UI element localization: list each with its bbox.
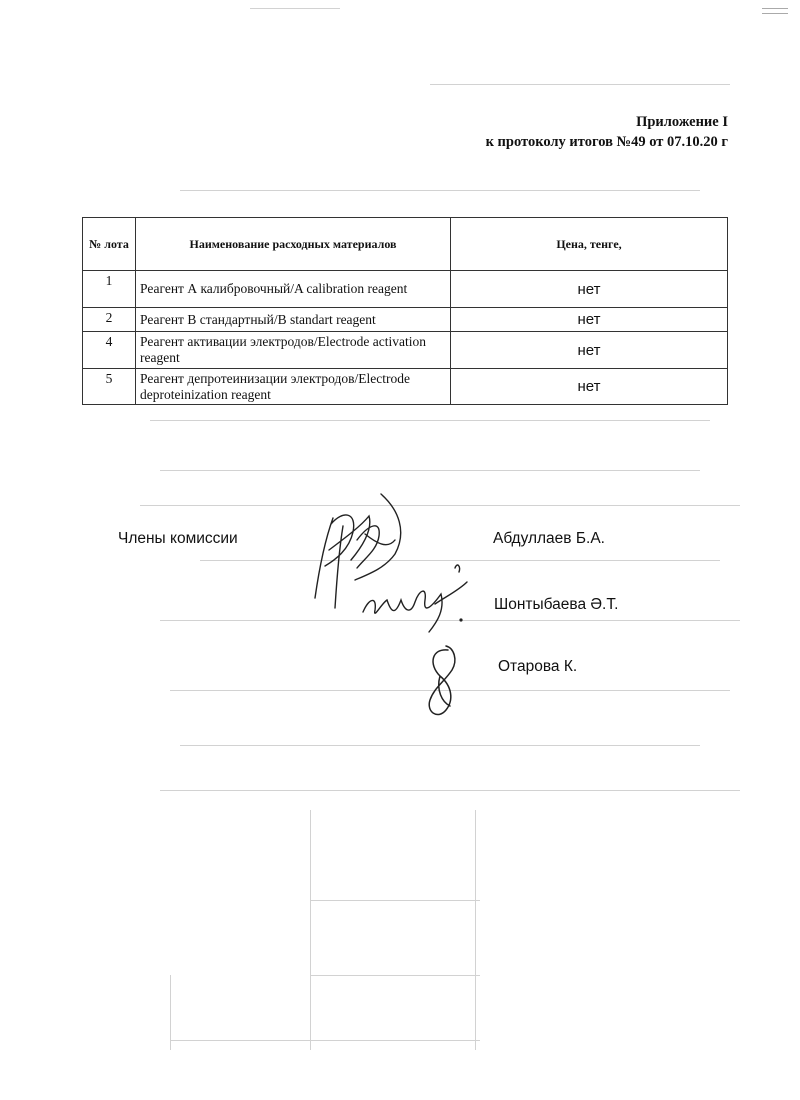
commission-label: Члены комиссии — [118, 530, 238, 547]
member-name: Отарова К. — [498, 658, 578, 675]
price-value: нет — [451, 271, 728, 308]
member-name: Абдуллаев Б.А. — [493, 530, 605, 547]
price-value: нет — [451, 369, 728, 405]
material-name: Реагент депротеинизации электродов/Electrode deproteinization reagent — [136, 369, 451, 405]
protocol-reference: к протоколу итогов №49 от 07.10.20 г — [485, 134, 728, 150]
table-row — [83, 369, 728, 405]
lot-number: 5 — [83, 369, 136, 405]
table-header-row — [83, 218, 728, 271]
lot-number: 4 — [83, 332, 136, 369]
table-row — [83, 271, 728, 308]
signature-shontybaeva — [355, 560, 475, 635]
material-name: Реагент активации электродов/Electrode activation reagent — [136, 332, 451, 369]
appendix-header — [486, 112, 728, 152]
appendix-title: Приложение I — [636, 114, 728, 130]
price-value: нет — [451, 332, 728, 369]
material-name: Реагент В стандартный/B standart reagent — [136, 308, 451, 332]
member-name: Шонтыбаева Ә.Т. — [494, 596, 619, 613]
material-name: Реагент А калибровочный/A calibration reagent — [136, 271, 451, 308]
lots-table — [82, 217, 728, 405]
col-header-name: Наименование расходных материалов — [136, 218, 451, 271]
lot-number: 2 — [83, 308, 136, 332]
signature-otarova — [418, 640, 468, 725]
col-header-lot-no: № лота — [83, 218, 136, 271]
table-row — [83, 308, 728, 332]
col-header-price: Цена, тенге, — [451, 218, 728, 271]
table-row — [83, 332, 728, 369]
price-value: нет — [451, 308, 728, 332]
lot-number: 1 — [83, 271, 136, 308]
